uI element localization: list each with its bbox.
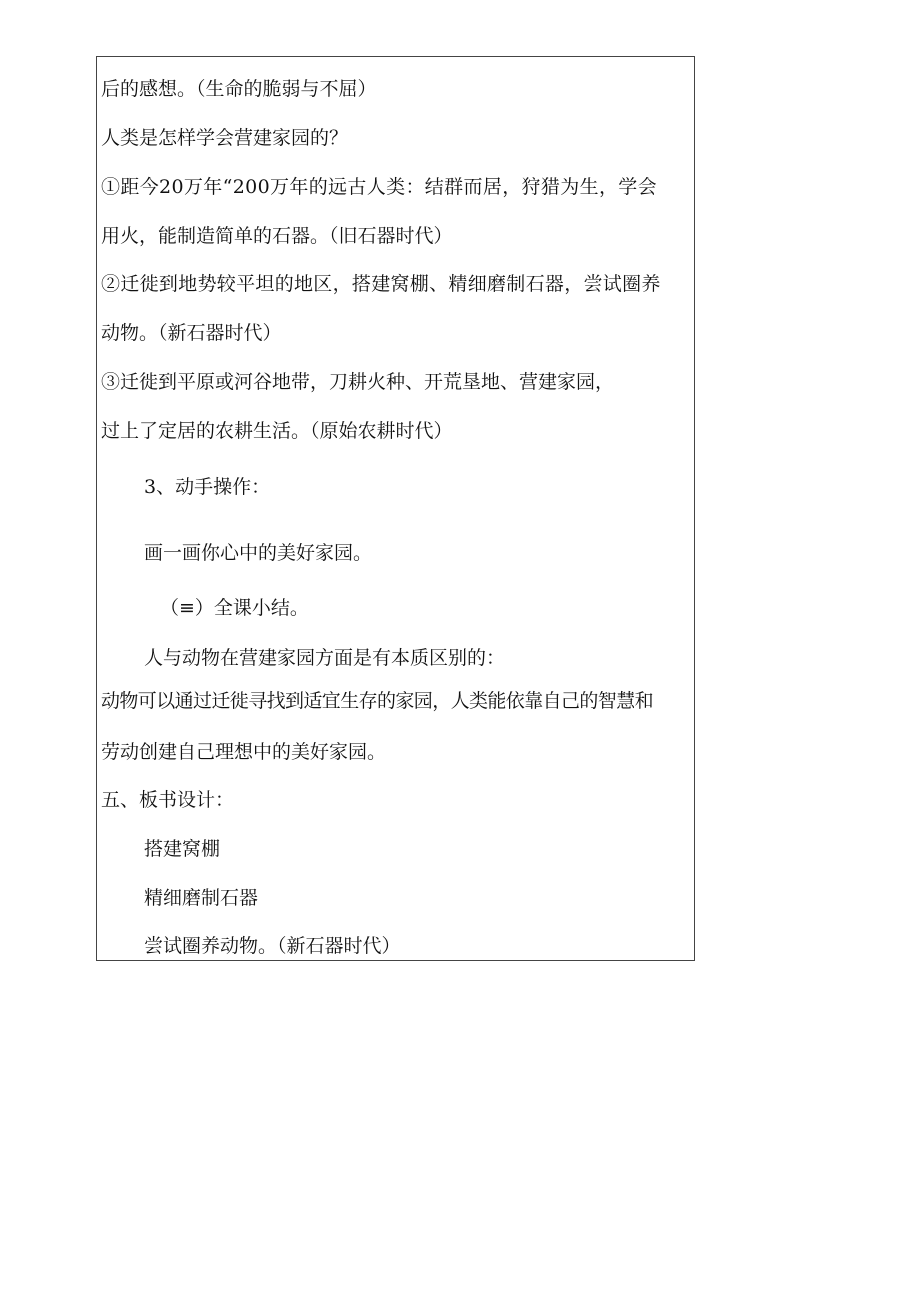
document-table-cell bbox=[96, 56, 695, 961]
text-line-question: 人类是怎样学会营建家园的？ bbox=[101, 127, 349, 149]
board-item-build-sheds: 搭建窝棚 bbox=[144, 838, 221, 860]
text-line-stage-1-cont: 用火，能制造简单的石器。（旧石器时代） bbox=[101, 225, 453, 247]
text-line-reflection: 后的感想。（生命的脆弱与不屈） bbox=[101, 78, 377, 100]
text-line-summary-intro: 人与动物在营建家园方面是有本质区别的： bbox=[144, 647, 506, 669]
text-line-stage-3: ③迁徙到平原或河谷地带，刀耕火种、开荒垦地、营建家园， bbox=[101, 371, 615, 393]
section-heading-summary: （≡）全课小结。 bbox=[160, 597, 309, 619]
text-line-drawing-task: 画一画你心中的美好家园。 bbox=[144, 542, 373, 564]
section-heading-hands-on: 3、动手操作： bbox=[144, 476, 271, 498]
text-line-stage-2-cont: 动物。（新石器时代） bbox=[101, 322, 282, 344]
text-line-summary-body: 动物可以通过迁徙寻找到适宜生存的家园，人类能依靠自己的智慧和 bbox=[101, 690, 654, 712]
text-line-stage-2: ②迁徙到地势较平坦的地区，搭建窝棚、精细磨制石器，尝试圈养 bbox=[101, 273, 661, 295]
text-line-summary-body-cont: 劳动创建自己理想中的美好家园。 bbox=[101, 741, 387, 763]
text-line-stage-1: ①距今20万年“200万年的远古人类：结群而居，狩猎为生，学会 bbox=[101, 176, 658, 198]
board-item-animal-husbandry: 尝试圈养动物。（新石器时代） bbox=[144, 935, 401, 957]
board-item-polished-stone-tools: 精细磨制石器 bbox=[144, 887, 259, 909]
text-line-stage-3-cont: 过上了定居的农耕生活。（原始农耕时代） bbox=[101, 420, 453, 442]
section-heading-board-design: 五、板书设计： bbox=[101, 789, 235, 811]
